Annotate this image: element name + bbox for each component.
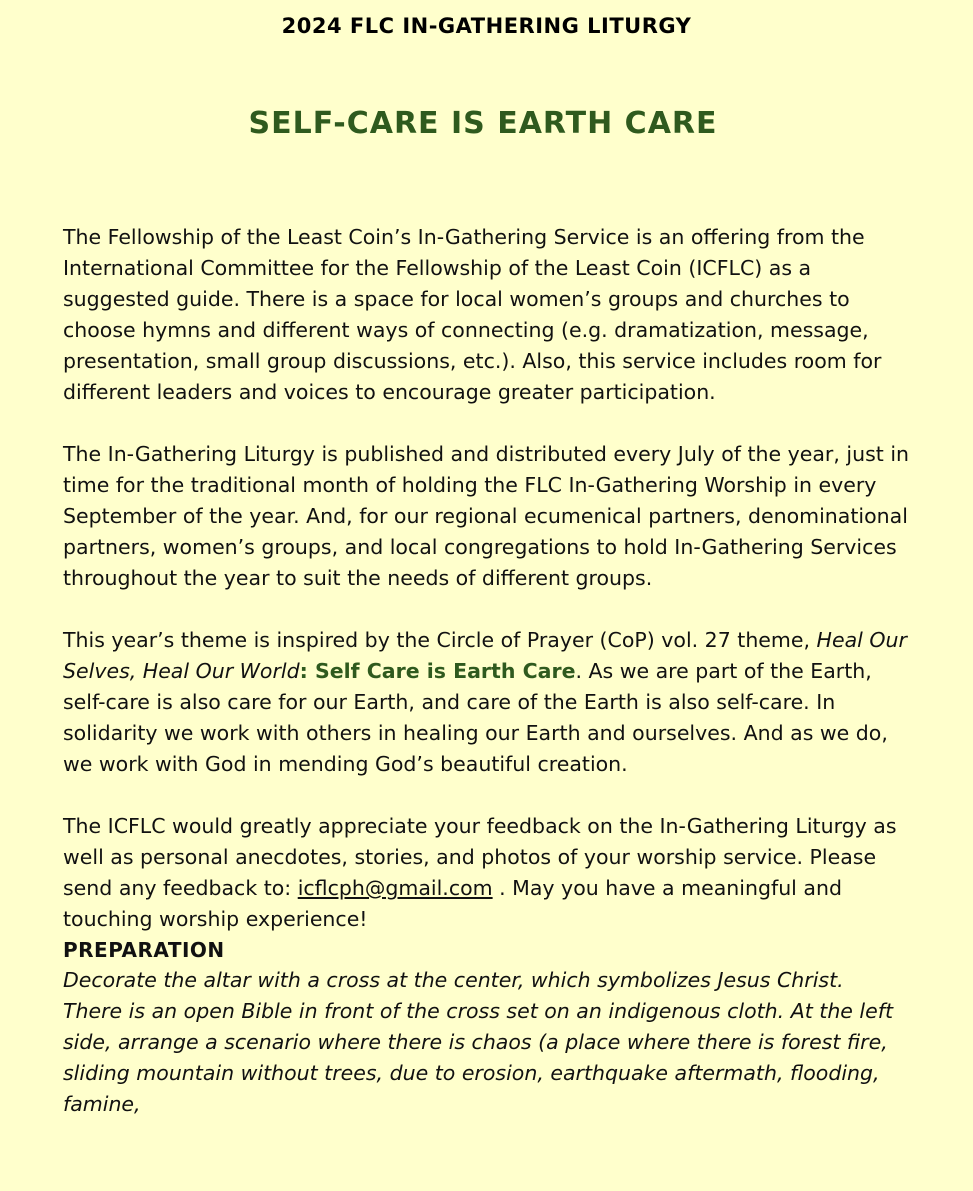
publication-paragraph: The In-Gathering Liturgy is published and distributed every July of the year, just in time for the traditional month of holding the FLC In-Gathering Worship in every September of the year. And, for our regional ecumenical partners, denominational partners, women’s groups, and local congregations to hold In-Gathering Services throughout the year to suit the needs of different groups. [63,442,910,590]
document-header: 2024 FLC IN-GATHERING LITURGY [281,14,692,38]
feedback-closing-text: . May you have a meaningful and touching worship experience! [63,876,842,931]
feedback-text: The ICFLC would greatly appreciate your feedback on the In-Gathering Liturgy as well as personal anecdotes, stories, and photos of your worship service. Please send any feedback to: [63,814,897,900]
intro-paragraph: The Fellowship of the Least Coin’s In-Gathering Service is an offering from the International Committee for the Fellowship of the Least Coin (ICFLC) as a suggested guide. There is a space for local women’s groups and churches to choose hymns and different ways of connecting (e.g. dramatization, message, presentation, small group discussions, etc.). Also, this service includes room for different leaders and voices to encourage greater participation. [63,225,882,404]
feedback-email-link[interactable]: icflcph@gmail.com [297,876,493,900]
document-title: SELF-CARE IS EARTH CARE [248,106,718,141]
theme-bold-title: Self Care is Earth Care [314,659,576,683]
theme-intro-text: This year’s theme is inspired by the Circle of Prayer (CoP) vol. 27 theme, [63,628,817,652]
preparation-text: Decorate the altar with a cross at the center, which symbolizes Jesus Christ. There is an open Bible in front of the cross set on an indigenous cloth. At the left side, arrange a scenario where there is chaos (a place where there is forest fire, sliding mountain without trees, due to erosion, earthquake aftermath, flooding, famine, [63,968,893,1116]
document-body [63,222,909,1151]
theme-colon: : [299,659,315,683]
theme-rest-text: . As we are part of the Earth, self-care is also care for our Earth, and care of the Earth is also self-care. In solidarity we work with others in healing our Earth and ourselves. And as we do, we work with God in mending God’s beautiful creation. [63,659,888,776]
preparation-heading: PREPARATION [63,938,225,962]
feedback-paragraph [63,811,909,935]
theme-italic-title: Heal Our Selves, Heal Our World [63,628,907,683]
theme-paragraph [63,625,909,780]
